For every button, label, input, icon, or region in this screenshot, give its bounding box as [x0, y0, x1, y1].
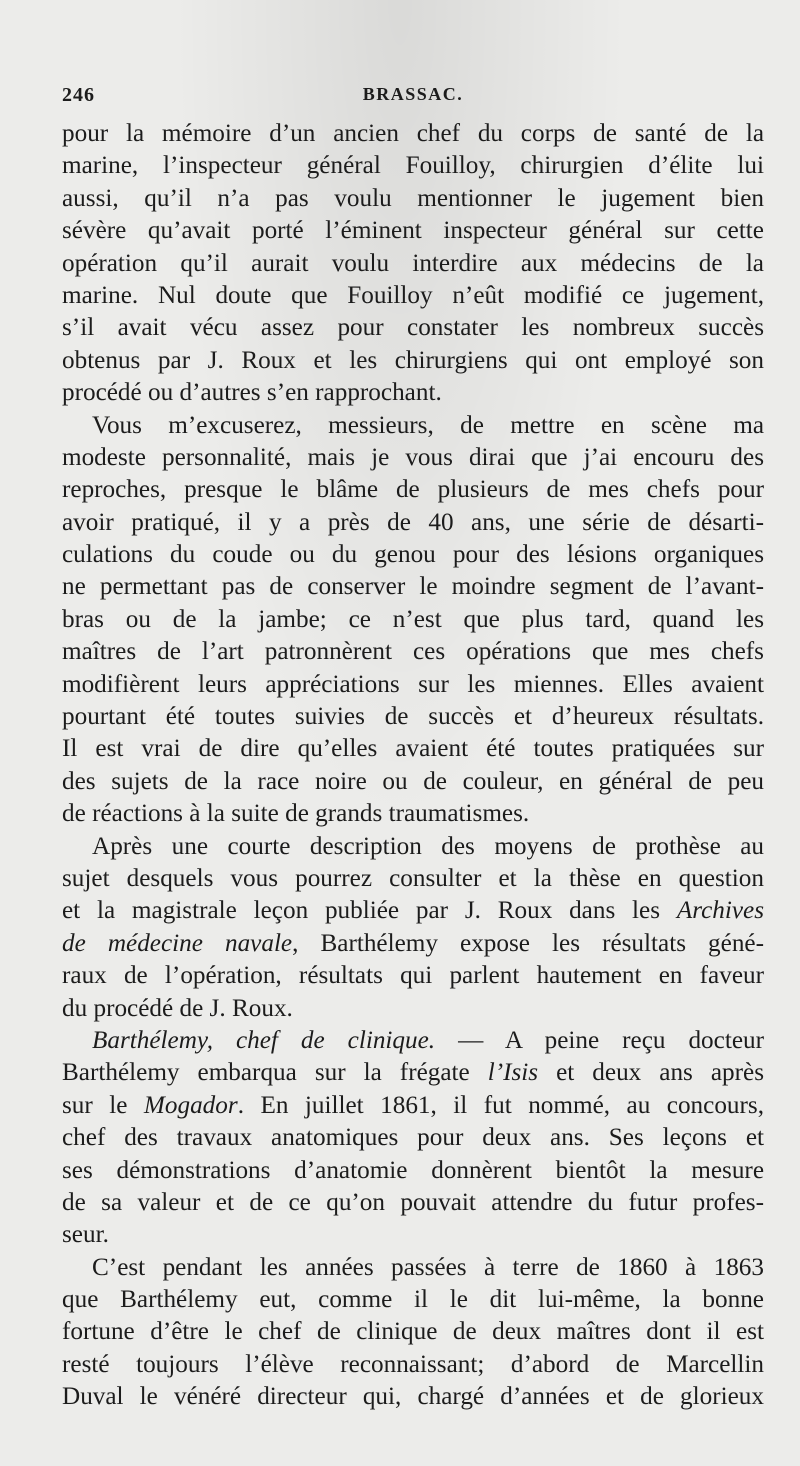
text-line	[62, 312, 764, 344]
text-line	[62, 636, 764, 668]
text-segment: culations du coude ou du genou pour des lésions organiques	[62, 541, 764, 569]
italic-text: de médecine navale	[62, 929, 293, 957]
text-segment: seur.	[62, 1221, 109, 1249]
italic-text: Barthélemy, chef de clinique.	[92, 1026, 436, 1054]
text-line	[62, 604, 764, 636]
text-line	[62, 474, 764, 506]
italic-text: l’Isis	[487, 1059, 539, 1087]
text-segment: reproches, presque le blâme de plusieurs de mes chefs pour	[62, 476, 764, 504]
text-line	[62, 571, 764, 603]
text-segment: et deux ans après	[538, 1059, 764, 1087]
text-line	[62, 863, 764, 895]
text-segment: Il est vrai de dire qu’elles avaient été toutes pratiquées sur	[62, 735, 764, 763]
text-segment: , Barthélemy expose les résultats géné-	[292, 929, 764, 957]
text-segment: pour la mémoire d’un ancien chef du corps de santé de la	[62, 120, 764, 147]
text-line	[62, 539, 764, 571]
text-line	[62, 1122, 764, 1154]
text-segment: Barthélemy embarqua sur la frégate	[62, 1059, 488, 1087]
text-line	[62, 1252, 764, 1284]
text-line	[62, 410, 764, 442]
text-line	[62, 831, 764, 863]
text-segment: que Barthélemy eut, comme il le dit lui-même, la bonne	[62, 1286, 764, 1314]
text-line	[62, 1284, 764, 1316]
text-line	[62, 766, 764, 798]
text-line	[62, 345, 764, 377]
text-line	[62, 280, 764, 312]
text-segment: ses démonstrations d’anatomie donnèrent bientôt la mesure	[62, 1156, 764, 1184]
text-segment: bras ou de la jambe; ce n’est que plus tard, quand les	[62, 605, 764, 633]
italic-text: Mogador	[143, 1091, 238, 1119]
text-line	[62, 1316, 764, 1348]
text-line	[62, 1090, 764, 1122]
text-line	[62, 248, 764, 280]
running-head: BRASSAC.	[362, 84, 464, 104]
text-line	[62, 183, 764, 215]
text-line	[62, 1349, 764, 1381]
text-segment: de réactions à la suite de grands traumatismes.	[62, 800, 530, 828]
text-line	[62, 1155, 764, 1187]
text-segment: des sujets de la race noire ou de couleur, en général de peu	[62, 767, 764, 795]
text-line	[62, 733, 764, 765]
text-line	[62, 1187, 764, 1219]
text-segment: — A peine reçu docteur	[435, 1026, 764, 1054]
text-segment: s’il avait vécu assez pour constater les nombreux succès	[62, 314, 764, 342]
text-line	[62, 442, 764, 474]
text-segment: chef des travaux anatomiques pour deux ans. Ses leçons et	[62, 1124, 764, 1152]
text-segment: de sa valeur et de ce qu’on pouvait attendre du futur profes-	[62, 1188, 764, 1216]
body-text	[62, 118, 764, 1414]
text-segment: Duval le vénéré directeur qui, chargé d’années et de glorieux	[62, 1383, 764, 1411]
text-line	[62, 669, 764, 701]
text-line	[62, 895, 764, 927]
text-segment: procédé ou d’autres s’en rapprochant.	[62, 379, 442, 407]
text-segment: Vous m’excuserez, messieurs, de mettre en scène ma	[92, 411, 764, 439]
text-segment: du procédé de J. Roux.	[62, 994, 293, 1022]
text-segment: et la magistrale leçon publiée par J. Roux dans les	[62, 897, 677, 925]
text-line	[62, 215, 764, 247]
text-segment: sur le	[62, 1091, 144, 1119]
text-segment: pourtant été toutes suivies de succès et d’heureux résultats.	[62, 703, 764, 731]
page-number: 246	[62, 84, 95, 106]
text-line	[62, 1219, 764, 1251]
text-line	[62, 1025, 764, 1057]
italic-text: Archives	[676, 897, 764, 925]
text-segment: sujet desquels vous pourrez consulter et la thèse en question	[62, 864, 764, 892]
text-segment: marine. Nul doute que Fouilloy n’eût modifié ce jugement,	[62, 281, 764, 309]
text-segment: maîtres de l’art patronnèrent ces opérations que mes chefs	[62, 638, 764, 666]
text-segment: modifièrent leurs appréciations sur les miennes. Elles avaient	[62, 670, 764, 698]
text-line	[62, 701, 764, 733]
text-segment: raux de l’opération, résultats qui parlent hautement en faveur	[62, 962, 764, 990]
text-segment: sévère qu’avait porté l’éminent inspecteur général sur cette	[62, 217, 764, 245]
text-line	[62, 1057, 764, 1089]
text-line	[62, 118, 764, 150]
text-line	[62, 377, 764, 409]
text-segment: aussi, qu’il n’a pas voulu mentionner le jugement bien	[62, 184, 764, 212]
text-segment: modeste personnalité, mais je vous dirai que j’ai encouru des	[62, 443, 764, 471]
text-segment: . En juillet 1861, il fut nommé, au concours,	[237, 1091, 764, 1119]
text-line	[62, 928, 764, 960]
text-line	[62, 507, 764, 539]
text-segment: C’est pendant les années passées à terre de 1860 à 1863	[92, 1253, 764, 1281]
page-header	[62, 84, 764, 112]
text-segment: Après une courte description des moyens de prothèse au	[92, 832, 764, 860]
text-line	[62, 1381, 764, 1413]
text-segment: fortune d’être le chef de clinique de deux maîtres dont il est	[62, 1318, 764, 1346]
text-segment: ne permettant pas de conserver le moindre segment de l’avant-	[62, 573, 764, 601]
text-line	[62, 798, 764, 830]
text-segment: opération qu’il aurait voulu interdire aux médecins de la	[62, 249, 764, 277]
text-segment: resté toujours l’élève reconnaissant; d’abord de Marcellin	[62, 1350, 764, 1378]
text-line	[62, 993, 764, 1025]
text-line	[62, 960, 764, 992]
text-line	[62, 150, 764, 182]
text-segment: avoir pratiqué, il y a près de 40 ans, une série de désarti-	[62, 508, 764, 536]
text-segment: obtenus par J. Roux et les chirurgiens qui ont employé son	[62, 346, 764, 374]
text-segment: marine, l’inspecteur général Fouilloy, chirurgien d’élite lui	[62, 152, 764, 180]
